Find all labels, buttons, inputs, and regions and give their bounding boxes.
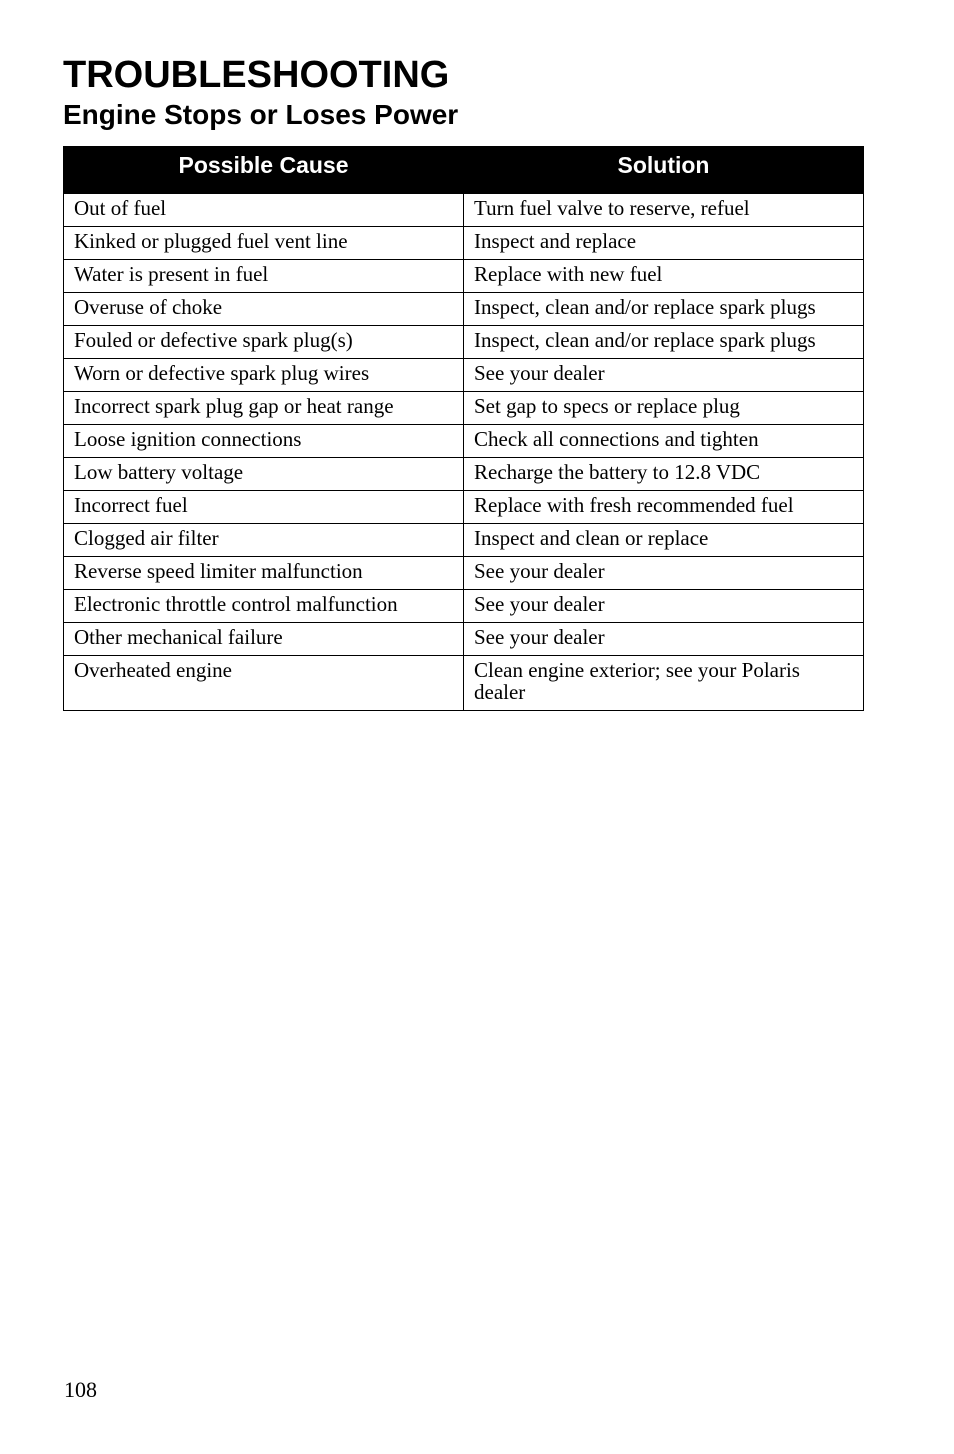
cause-cell: Incorrect fuel — [64, 491, 464, 524]
solution-cell: See your dealer — [464, 590, 864, 623]
table-row — [64, 326, 864, 359]
header-solution: Solution — [464, 147, 864, 194]
section-title: Engine Stops or Loses Power — [63, 99, 459, 130]
cause-cell: Worn or defective spark plug wires — [64, 359, 464, 392]
solution-cell: Replace with fresh recommended fuel — [464, 491, 864, 524]
cause-cell: Overuse of choke — [64, 293, 464, 326]
cause-cell: Water is present in fuel — [64, 260, 464, 293]
solution-cell: See your dealer — [464, 557, 864, 590]
solution-cell: Replace with new fuel — [464, 260, 864, 293]
table-row — [64, 458, 864, 491]
solution-cell: Turn fuel valve to reserve, refuel — [464, 194, 864, 227]
solution-cell: Inspect, clean and/or replace spark plugs — [464, 326, 864, 359]
page-title: TROUBLESHOOTING — [63, 54, 450, 96]
cause-cell: Out of fuel — [64, 194, 464, 227]
table-row — [64, 425, 864, 458]
cause-cell: Fouled or defective spark plug(s) — [64, 326, 464, 359]
table-row — [64, 623, 864, 656]
table-row — [64, 392, 864, 425]
solution-cell: Clean engine exterior; see your Polaris dealer — [464, 656, 864, 711]
solution-cell: See your dealer — [464, 359, 864, 392]
cause-cell: Overheated engine — [64, 656, 464, 711]
solution-cell: Inspect and clean or replace — [464, 524, 864, 557]
header-possible-cause: Possible Cause — [64, 147, 464, 194]
table-row — [64, 656, 864, 711]
cause-cell: Kinked or plugged fuel vent line — [64, 227, 464, 260]
solution-cell: Set gap to specs or replace plug — [464, 392, 864, 425]
solution-cell: Check all connections and tighten — [464, 425, 864, 458]
cause-cell: Electronic throttle control malfunction — [64, 590, 464, 623]
cause-cell: Low battery voltage — [64, 458, 464, 491]
troubleshooting-table — [63, 146, 864, 711]
cause-cell: Incorrect spark plug gap or heat range — [64, 392, 464, 425]
solution-cell: See your dealer — [464, 623, 864, 656]
table-row — [64, 491, 864, 524]
table-row — [64, 293, 864, 326]
solution-cell: Recharge the battery to 12.8 VDC — [464, 458, 864, 491]
solution-cell: Inspect, clean and/or replace spark plugs — [464, 293, 864, 326]
table-header-row — [64, 147, 864, 194]
table-row — [64, 590, 864, 623]
table-row — [64, 524, 864, 557]
table-row — [64, 227, 864, 260]
cause-cell: Clogged air filter — [64, 524, 464, 557]
cause-cell: Reverse speed limiter malfunction — [64, 557, 464, 590]
table-row — [64, 194, 864, 227]
cause-cell: Other mechanical failure — [64, 623, 464, 656]
solution-cell: Inspect and replace — [464, 227, 864, 260]
table-row — [64, 260, 864, 293]
cause-cell: Loose ignition connections — [64, 425, 464, 458]
page-number: 108 — [64, 1377, 97, 1402]
table-row — [64, 359, 864, 392]
table-row — [64, 557, 864, 590]
